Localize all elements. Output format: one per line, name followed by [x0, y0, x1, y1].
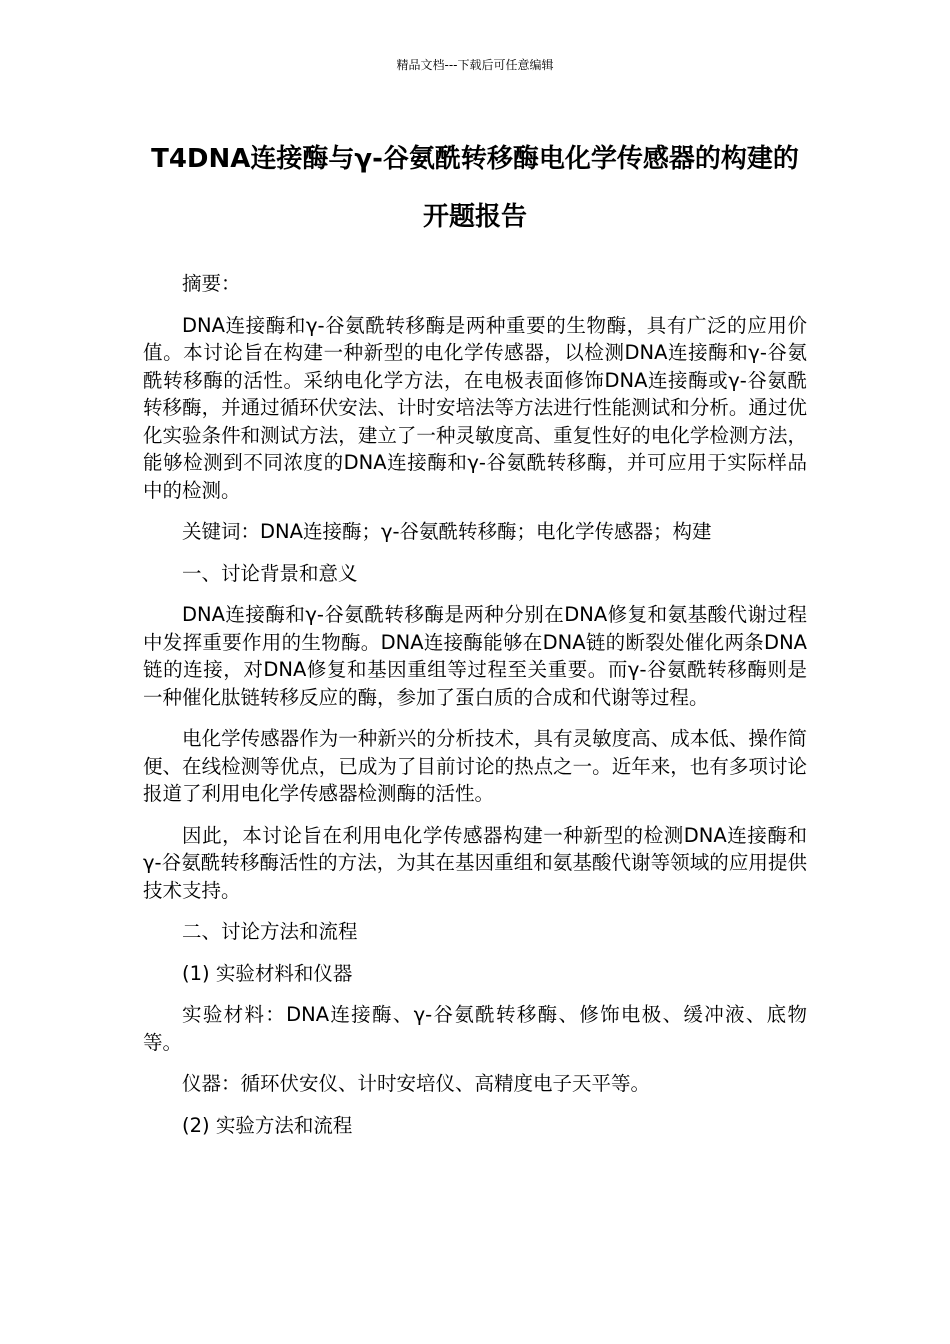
subheading-procedure: (2) 实验方法和流程	[182, 1113, 353, 1137]
document-body	[143, 270, 807, 1153]
page-title: T4DNA连接酶与γ-谷氨酰转移酶电化学传感器的构建的开题报告	[151, 144, 799, 232]
header-note: 精品文档---下载后可任意编辑	[396, 58, 554, 72]
materials-paragraph: 实验材料：DNA连接酶、γ-谷氨酰转移酶、修饰电极、缓冲液、底物等。	[143, 1003, 807, 1054]
subheading-materials: (1) 实验材料和仪器	[182, 961, 353, 985]
background-paragraph-1: DNA连接酶和γ-谷氨酰转移酶是两种分别在DNA修复和氨基酸代谢过程中发挥重要作用的生物酶。DNA连接酶能够在DNA链的断裂处催化两条DNA链的连接，对DNA修复和基因重组等过程至关重要。而γ-谷氨酰转移酶则是一种催化肽链转移反应的酶，参加了蛋白质的合成和代谢等过程。	[143, 603, 807, 709]
instruments-paragraph: 仪器：循环伏安仪、计时安培仪、高精度电子天平等。	[182, 1072, 651, 1095]
section-heading-background: 一、讨论背景和意义	[182, 561, 358, 585]
background-paragraph-2: 电化学传感器作为一种新兴的分析技术，具有灵敏度高、成本低、操作简便、在线检测等优点，已成为了目前讨论的热点之一。近年来，也有多项讨论报道了利用电化学传感器检测酶的活性。	[143, 727, 807, 805]
abstract-heading: 摘要：	[182, 272, 241, 295]
section-heading-methods: 二、讨论方法和流程	[182, 920, 358, 943]
abstract-paragraph: DNA连接酶和γ-谷氨酰转移酶是两种重要的生物酶，具有广泛的应用价值。本讨论旨在构建一种新型的电化学传感器，以检测DNA连接酶和γ-谷氨酰转移酶的活性。采纳电化学方法，在电极表面修饰DNA连接酶或γ-谷氨酰转移酶，并通过循环伏安法、计时安培法等方法进行性能测试和分析。通过优化实验条件和测试方法，建立了一种灵敏度高、重复性好的电化学检测方法，能够检测到不同浓度的DNA连接酶和γ-谷氨酰转移酶，并可应用于实际样品中的检测。	[143, 313, 807, 502]
background-paragraph-3: 因此，本讨论旨在利用电化学传感器构建一种新型的检测DNA连接酶和γ-谷氨酰转移酶活性的方法，为其在基因重组和氨基酸代谢等领域的应用提供技术支持。	[143, 823, 807, 902]
keywords-paragraph: 关键词：DNA连接酶；γ-谷氨酰转移酶；电化学传感器；构建	[182, 520, 712, 543]
